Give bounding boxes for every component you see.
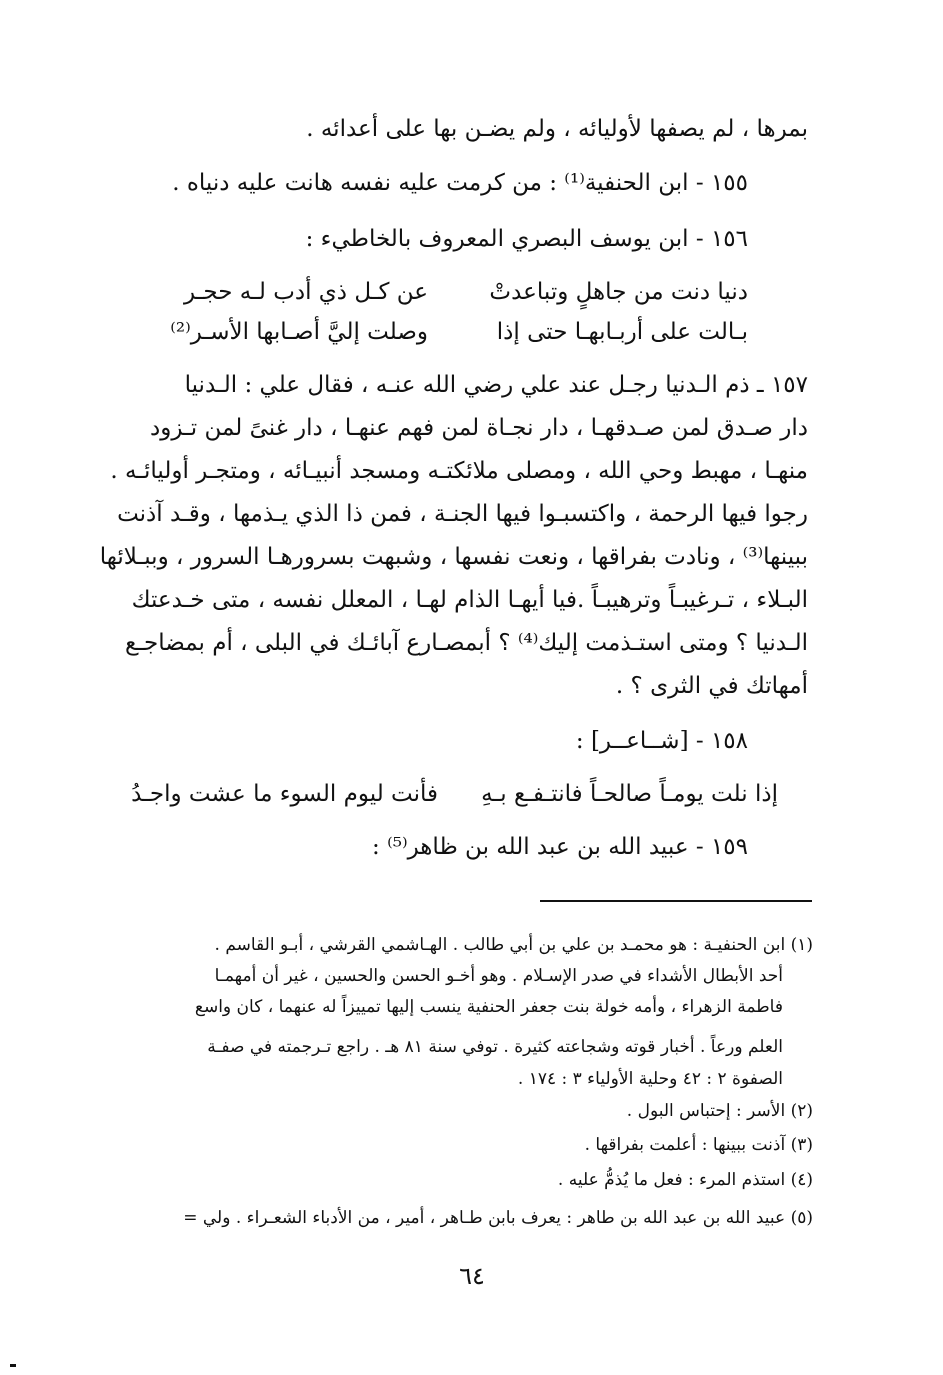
entry-158-heading: ١٥٨ - [شــاعــر] : xyxy=(575,728,748,754)
para-157-line: رجوا فيها الرحمة ، واكتسبـوا فيها الجنـة ، فمن ذا الذي يـذمها ، وقـد آذنت xyxy=(117,501,808,527)
body-line: بمرها ، لم يصفها لأوليائه ، ولم يضـن بها على أعدائه . xyxy=(306,116,808,142)
para-157-line: ببينها⁽³⁾ ، ونادت بفراقها ، ونعت نفسها ، وشبهت بسرورهـا السرور ، وببـلائها xyxy=(99,544,808,570)
footnote-separator xyxy=(540,900,812,902)
footnote-5: (٥) عبيد الله بن عبد الله بن طاهر : يعرف بابن طـاهر ، أمير ، من الأدباء الشعـراء . ولي = xyxy=(183,1208,813,1228)
para-157-line: منهـا ، مهبط وحي الله ، ومصلى ملائكتـه ومسجد أنبيـائه ، ومتجـر أوليائـه . xyxy=(110,458,808,484)
footnote-2: (٢) الأسر : إحتباس البول . xyxy=(626,1101,813,1121)
para-157-line: أمهاتك في الثرى ؟ . xyxy=(615,673,808,699)
verse-158-second-hemistich: فأنت ليوم السوء ما عشت واجـدُ xyxy=(131,781,438,807)
entry-159-heading: ١٥٩ - عبيد الله بن عبد الله بن ظاهر⁽⁵⁾ : xyxy=(372,834,748,860)
footnote-1-cont: الصفوة ٢ : ٤٢ وحلية الأولياء ٣ : ١٧٤ . xyxy=(517,1069,783,1089)
footnote-1-cont: فاطمة الزهراء ، وأمه خولة بنت جعفر الحنفية ينسب إليها تمييزاً له عنهما ، كان واسع xyxy=(194,997,783,1017)
para-157-line: ١٥٧ ـ ذم الـدنيا رجـل عند علي رضي الله عنـه ، فقال علي : الـدنيا xyxy=(184,372,808,398)
para-157-line: دار صـدق لمن صـدقهـا ، دار نجـاة لمن فهم عنهـا ، دار غنىً لمن تـزود xyxy=(149,415,808,441)
para-157-line: الـدنيا ؟ ومتى استـذمت إليك⁽⁴⁾ ؟ أبمصـارع آبائـك في البلى ، أم بمضاجـع xyxy=(125,630,808,656)
verse-156-1-second-hemistich: عن كـل ذي أدب لـه حجـر xyxy=(184,279,428,305)
verse-156-2-second-hemistich: وصلت إليَّ أصـابها الأسـر⁽²⁾ xyxy=(170,319,428,345)
verse-156-2-first-hemistich: بـالت على أربـابهـا حتى إذا xyxy=(496,319,748,345)
verse-158-first-hemistich: إذا نلت يومـاً صالحـاً فانتـفـع بـهِ xyxy=(481,781,778,807)
footnote-1-cont: العلم ورعاً . أخبار قوته وشجاعته كثيرة . توفي سنة ٨١ هـ . راجع تـرجمته في صفـة xyxy=(207,1037,783,1057)
scan-mark xyxy=(10,1364,16,1367)
entry-155: ١٥٥ - ابن الحنفية⁽¹⁾ : من كرمت عليه نفسه هانت عليه دنياه . xyxy=(172,170,748,196)
footnote-3: (٣) آذنت ببينها : أعلمت بفراقها . xyxy=(584,1135,813,1155)
footnote-1: (١) ابن الحنفيـة : هو محمـد بن علي بن أبي طالب . الهـاشمي القرشي ، أبـو القاسم . xyxy=(214,935,813,955)
footnote-4: (٤) استذم المرء : فعل ما يُذمُّ عليه . xyxy=(557,1170,813,1190)
entry-156-heading: ١٥٦ - ابن يوسف البصري المعروف بالخاطيء : xyxy=(305,226,748,252)
para-157-line: البـلاء ، تـرغيبـاً وترهيبـاً .فيا أيهـا الذام لهـا ، المعلل نفسه ، متى خـدعتك xyxy=(131,587,808,613)
footnote-1-cont: أحد الأبطال الأشداء في صدر الإسـلام . وهو أخـو الحسن والحسين ، غير أن أمهمـا xyxy=(214,966,783,986)
page-number: ٦٤ xyxy=(459,1262,485,1290)
verse-156-1-first-hemistich: دنيا دنت من جاهلٍ وتباعدتْ xyxy=(489,279,748,305)
